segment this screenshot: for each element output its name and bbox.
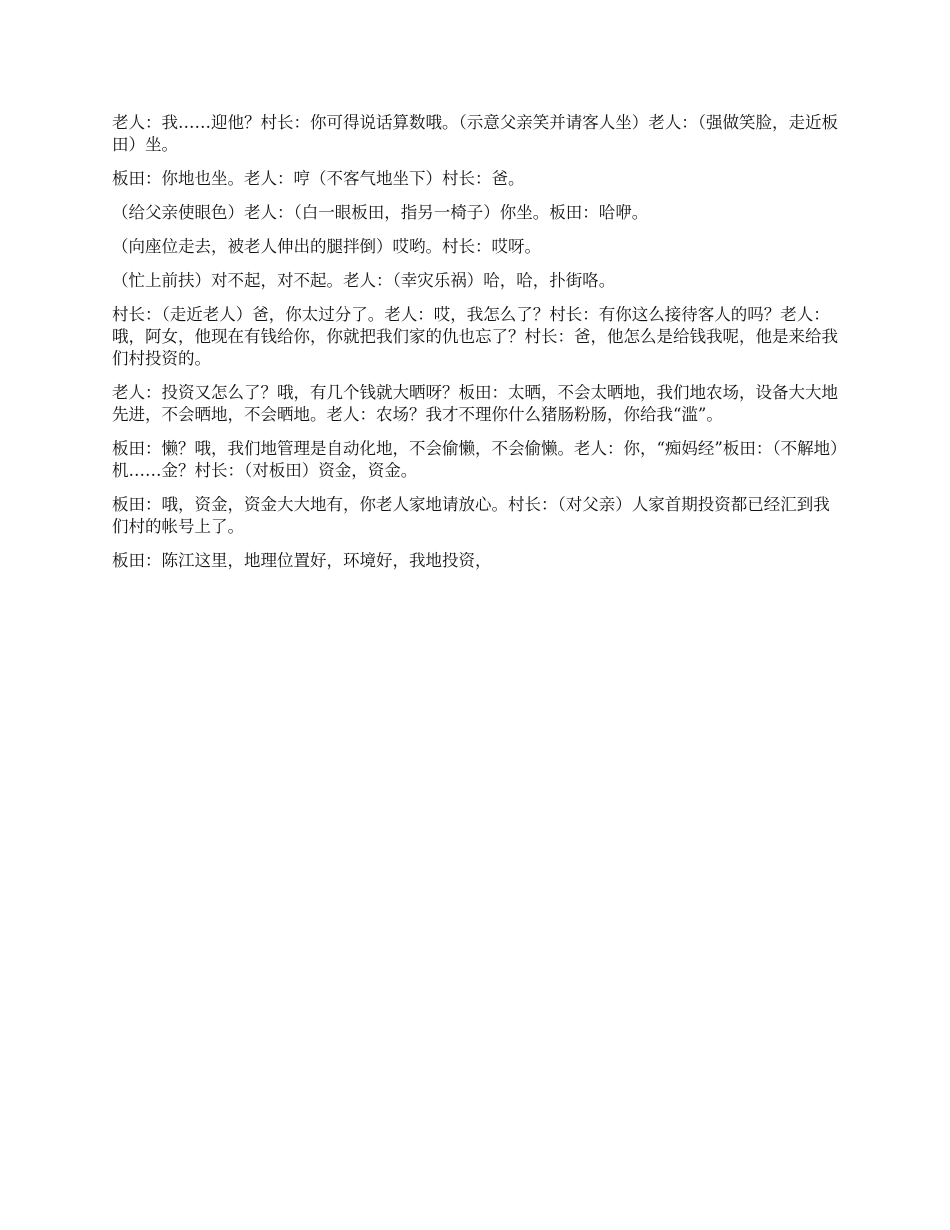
paragraph-3: （给父亲使眼色）老人：（白一眼板田，指另一椅子）你坐。板田：哈咿。 [112,203,649,222]
paragraph-6: 村长：（走近老人）爸，你太过分了。老人：哎，我怎么了？村长：有你这么接待客人的吗？老人：哦，阿女，他现在有钱给你，你就把我们家的仇也忘了？村长：爸，他怎么是给钱我呢，他是来给我们村投资的。 [112,305,838,368]
paragraph-9: 板田：哦，资金，资金大大地有，你老人家地请放心。村长：（对父亲）人家首期投资都已经汇到我们村的帐号上了。 [112,495,830,536]
document-page [112,112,840,584]
paragraph-8: 板田：懒？哦，我们地管理是自动化地，不会偷懒，不会偷懒。老人：你，“痴妈经”板田：（不解地）机……金？村长：（对板田）资金，资金。 [112,439,839,480]
paragraph-4: （向座位走去，被老人伸出的腿拌倒）哎哟。村长：哎呀。 [112,237,541,256]
paragraph-1: 老人：我……迎他？村长：你可得说话算数哦。（示意父亲笑并请客人坐）老人：（强做笑脸，走近板田）坐。 [112,113,838,154]
paragraph-7: 老人：投资又怎么了？哦，有几个钱就大晒呀？板田：太晒，不会太晒地，我们地农场，设备大大地先进，不会晒地，不会晒地。老人：农场？我才不理你什么猪肠粉肠，你给我“滥”。 [112,383,838,424]
paragraph-2: 板田：你地也坐。老人：哼（不客气地坐下）村长：爸。 [112,169,525,188]
paragraph-10: 板田：陈江这里，地理位置好，环境好，我地投资， [112,551,492,570]
paragraph-5: （忙上前扶）对不起，对不起。老人：（幸灾乐祸）哈，哈，扑街咯。 [112,271,616,290]
